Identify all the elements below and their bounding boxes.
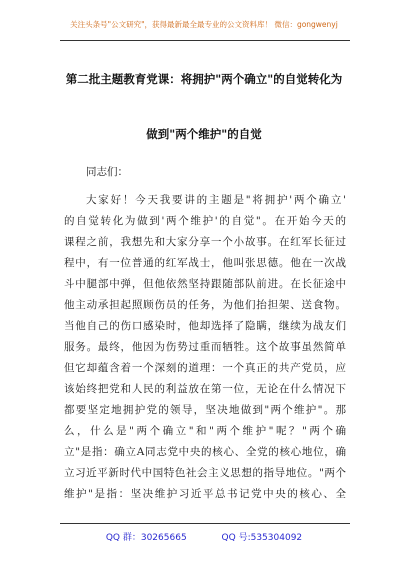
body-line: 服务。最终，他因为伤势过重而牺牲。这个故事虽然简单 [64, 341, 346, 353]
footer-qq-number: QQ 号:535304092 [221, 533, 303, 543]
footer-contact [0, 530, 408, 543]
header-divider [60, 40, 350, 41]
body-line: 么，什么是"两个确立"和"两个维护"呢？"两个确 [64, 425, 346, 437]
body-line: 但它却蕴含着一个深刻的道理：一个真正的共产党员，应 [64, 362, 346, 374]
body-line: 维护"是指：坚决维护习近平总书记党中央的核心、全 [64, 488, 346, 500]
body-line: 该始终把党和人民的利益放在第一位，无论在什么情况下 [64, 383, 346, 395]
footer-qq-group: QQ 群：30265665 [105, 533, 187, 543]
body-line: 的自觉转化为做到'两个维护'的自觉"。在开始今天的 [64, 215, 346, 227]
footer-divider [60, 523, 350, 524]
body-line: 立"是指：确立A同志党中央的核心、全党的核心地位，确 [64, 446, 346, 458]
body-line: 立习近平新时代中国特色社会主义思想的指导地位。"两个 [64, 467, 346, 479]
body-line: 都要坚定地拥护党的领导，坚决地做到"两个维护"。那 [64, 404, 346, 416]
body-line: 斗中腿部中弹，但他依然坚持跟随部队前进。在长征途中 [64, 278, 346, 290]
document-title-line-2: 做到"两个维护"的自觉 [146, 127, 262, 141]
document-title-line-1: 第二批主题教育党课：将拥护"两个确立"的自觉转化为 [65, 72, 343, 86]
body-line: 当他自己的伤口感染时，他却选择了隐瞒，继续为战友们 [64, 320, 346, 332]
body-line: 课程之前，我想先和大家分享一个小故事。在红军长征过 [64, 236, 346, 248]
body-line: 大家好！今天我要讲的主题是"将拥护'两个确立' [86, 194, 346, 206]
body-line: 他主动承担起照顾伤员的任务，为他们抬担架、送食物。 [64, 299, 346, 311]
salutation: 同志们： [86, 166, 128, 178]
body-line: 程中，有一位普通的红军战士，他叫张思德。他在一次战 [64, 257, 346, 269]
header-note: 关注头条号"公文研究"，获得最新最全最专业的公文资料库！ 微信：gongwenyj [70, 20, 338, 29]
